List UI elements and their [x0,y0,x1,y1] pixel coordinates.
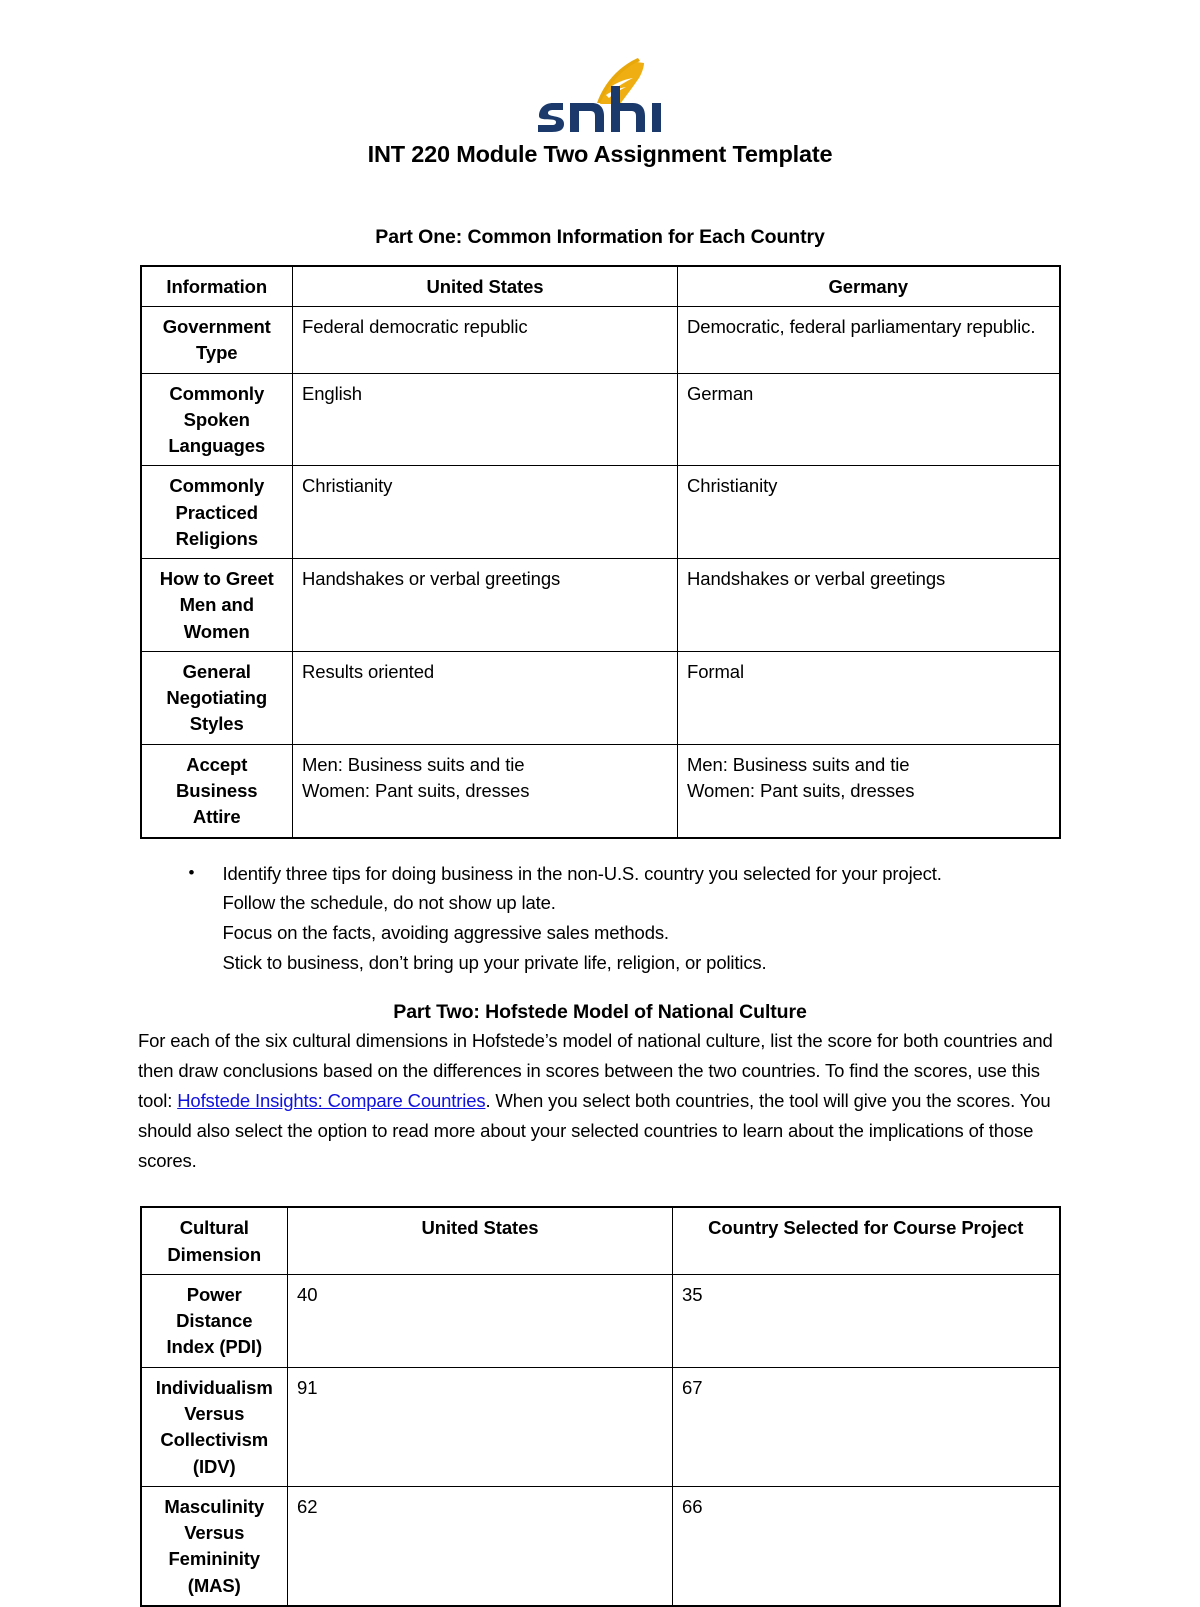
table-row [141,306,1060,373]
column-header-information: Information [141,266,293,307]
instructions-text-after-link: . When you select both countries, the tool will give you the scores. You should also select the option to read more about your selected countries to learn about the implications of those scores. [138,1090,1051,1172]
hofstede-compare-countries-link[interactable]: Hofstede Insights: Compare Countries [177,1090,486,1111]
row-label-masculinity-femininity: Masculinity Versus Femininity (MAS) [141,1486,288,1606]
cell-us-pdi[interactable]: 40 [288,1274,673,1367]
row-label-negotiating-styles: General Negotiating Styles [141,651,293,744]
document-title: INT 220 Module Two Assignment Template [367,141,833,167]
table-row [141,559,1060,652]
cell-germany-how-to-greet[interactable]: Handshakes or verbal greetings [678,559,1060,652]
row-label-business-attire: Accept Business Attire [141,744,293,837]
snhu-wordmark [538,86,661,132]
instructions-text-before-link: For each of the six cultural dimensions in Hofstede’s model of national culture, list the score for both countries and then draw conclusions based on the differences in scores between the two countries. To find the scores, use this tool: [138,1029,1053,1111]
table-row [141,651,1060,744]
cell-germany-business-attire[interactable] [678,744,1060,837]
column-header-united-states: United States [293,266,678,307]
bullet-icon: • [188,862,195,882]
list-item-tip-1[interactable]: Follow the schedule, do not show up late. [222,892,556,914]
table-header-row [141,266,1060,307]
logo-container [0,0,1200,132]
cell-selected-country-mas[interactable]: 66 [673,1486,1060,1606]
cell-line: Women: Pant suits, dresses [687,779,915,801]
feather-icon [597,58,644,104]
snhu-logo [534,56,666,132]
part-two-instructions [138,1026,1062,1177]
column-header-united-states: United States [288,1207,673,1274]
part-one-heading: Part One: Common Information for Each Country [375,226,825,249]
cell-us-negotiating-styles[interactable]: Results oriented [293,651,678,744]
cell-us-practiced-religions[interactable]: Christianity [293,466,678,559]
cell-germany-negotiating-styles[interactable]: Formal [678,651,1060,744]
cell-us-government-type[interactable]: Federal democratic republic [293,306,678,373]
table-row [141,1367,1060,1486]
table-row [141,1486,1060,1606]
table-row [141,1274,1060,1367]
cell-germany-spoken-languages[interactable]: German [678,373,1060,466]
table-header-row [141,1207,1060,1274]
cell-germany-practiced-religions[interactable]: Christianity [678,466,1060,559]
cell-line: Men: Business suits and tie [302,753,525,775]
table-row [141,744,1060,837]
row-label-individualism-collectivism: Individualism Versus Collectivism (IDV) [141,1367,288,1486]
cell-line: Women: Pant suits, dresses [302,779,530,801]
row-label-power-distance-index: Power Distance Index (PDI) [141,1274,288,1367]
row-label-practiced-religions: Commonly Practiced Religions [141,466,293,559]
cell-selected-country-pdi[interactable]: 35 [673,1274,1060,1367]
cell-selected-country-idv[interactable]: 67 [673,1367,1060,1486]
cell-us-mas[interactable]: 62 [288,1486,673,1606]
instructions-paragraph [138,1026,1062,1177]
column-header-cultural-dimension: Cultural Dimension [141,1207,288,1274]
cell-us-spoken-languages[interactable]: English [293,373,678,466]
list-item [141,859,1060,889]
row-label-how-to-greet: How to Greet Men and Women [141,559,293,652]
cell-germany-government-type[interactable]: Democratic, federal parliamentary republic. [678,306,1060,373]
cell-us-business-attire[interactable] [293,744,678,837]
column-header-selected-country: Country Selected for Course Project [673,1207,1060,1274]
column-header-germany: Germany [678,266,1060,307]
cell-line: Men: Business suits and tie [687,753,910,775]
row-label-government-type: Government Type [141,306,293,373]
table-row [141,373,1060,466]
tips-list [141,839,1060,979]
common-information-table [140,265,1061,839]
table-row [141,466,1060,559]
row-label-spoken-languages: Commonly Spoken Languages [141,373,293,466]
list-item-tip-2[interactable]: Focus on the facts, avoiding aggressive sales methods. [222,922,669,944]
part-two-heading: Part Two: Hofstede Model of National Culture [393,1001,807,1024]
cell-us-idv[interactable]: 91 [288,1367,673,1486]
list-item-tip-3[interactable]: Stick to business, don’t bring up your private life, religion, or politics. [222,952,767,974]
cell-us-how-to-greet[interactable]: Handshakes or verbal greetings [293,559,678,652]
tips-prompt: Identify three tips for doing business in the non-U.S. country you selected for your project. [222,862,942,884]
hofstede-dimensions-table [140,1206,1061,1606]
